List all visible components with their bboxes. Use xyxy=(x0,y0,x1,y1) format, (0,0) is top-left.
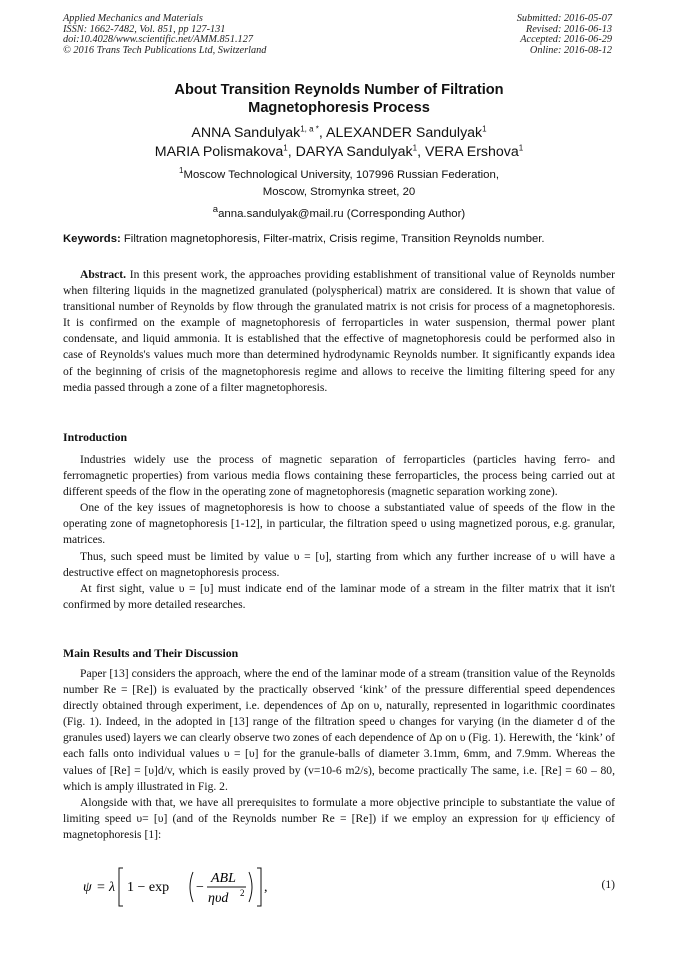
eq-lhs: ψ xyxy=(83,880,92,895)
affiliation-text-1: Moscow Technological University, 107996 Russian Federation, xyxy=(183,169,499,181)
email-text[interactable]: anna.sandulyak@mail.ru (Corresponding Author) xyxy=(218,207,466,220)
email-sup: a xyxy=(212,204,219,215)
right-paren xyxy=(249,872,252,902)
abstract-text: In this present work, the approaches providing establishment of transitional value of Reynolds number when filtering liquids in the magnetized granulated (polyspherical) matrix are considered. It is shown that value of transitional number of Reynolds by flow through the granulated matrix is not crisis for process of a magnetophoresis. It is confirmed on the example of magnetophoresis of ferroparticles in water suspension, thermal power plant condensate, and liquid ammonia. It is established that the effective of magnetophoresis could be performed also in case of Reynolds's values much more than determined hydrodynamic Reynolds number. It significantly expands idea of the beginning of crisis of the magnetophoresis regime and allows to receive the limiting filtering speed for any media passed through a zone of a filter magnetophoresis. xyxy=(63,268,615,394)
author-name: MARIA Polismakova xyxy=(154,143,284,160)
author-sup: 1, a * xyxy=(300,124,319,134)
equation-number: (1) xyxy=(601,878,615,891)
eq-one-minus-exp: 1 − exp xyxy=(127,880,170,895)
journal-copyright: © 2016 Trans Tech Publications Ltd, Switzerland xyxy=(63,44,267,56)
affiliation-line-2: Moscow, Stromynka street, 20 xyxy=(262,185,416,198)
date-submitted: Submitted: 2016-05-07 xyxy=(516,13,612,24)
main-paragraph-2: Alongside with that, we have all prerequisites to formulate a more objective principle to substantiate the value of limiting speed υ= [υ] (and of the Reynolds number Re = [Re]) if we employ an expression for ψ efficiency of magnetophoresis [1]: xyxy=(63,795,615,841)
paper-title xyxy=(0,82,678,117)
eq-numerator: ABL xyxy=(211,871,236,886)
left-paren xyxy=(190,872,193,902)
author-name: VERA Ershova xyxy=(424,143,519,160)
equation-formula xyxy=(81,864,281,910)
author-name: DARYA Sandulyak xyxy=(295,143,413,160)
author-sup: 1 xyxy=(412,142,418,152)
introduction-body xyxy=(63,452,615,613)
eq-power: 2 xyxy=(240,888,245,898)
abstract-label: Abstract. xyxy=(80,268,127,281)
left-bracket xyxy=(119,868,123,906)
eq-lambda: λ xyxy=(109,880,116,895)
author-list xyxy=(0,124,678,161)
date-accepted: Accepted: 2016-06-29 xyxy=(520,34,612,46)
introduction-heading: Introduction xyxy=(63,430,128,444)
keywords-label: Keywords: xyxy=(63,233,121,245)
eq-denominator: ηυd xyxy=(208,891,229,906)
eq-minus-sign: − xyxy=(196,880,204,895)
eq-equals: = xyxy=(97,880,105,895)
affiliation-line-1 xyxy=(0,167,678,184)
intro-paragraph-1: Industries widely use the process of magnetic separation of ferroparticles (particles having ferro- and ferromagnetic properties) from various media flows containing these ferroparticles, the process being carried out at different speeds of the flow in the operating zone of magnetophoresis (magnetic separation working zone). xyxy=(63,453,615,499)
authors-line-2: MARIA Polismakova$^1$, DARYA Sandulyak$^1$, VERA Ershova$^1$ xyxy=(154,142,524,160)
keywords-text: Filtration magnetophoresis, Filter-matrix, Crisis regime, Transition Reynolds number. xyxy=(123,233,545,245)
authors-line-1: ANNA Sandulyak$^{1, a *}$, ALEXANDER Sandulyak$^1$ xyxy=(191,124,487,141)
affiliation-sup: 1 xyxy=(179,166,184,176)
right-bracket xyxy=(257,868,261,906)
author-sup: 1 xyxy=(283,142,288,152)
journal-doi[interactable]: doi:10.4028/www.scientific.net/AMM.851.127 xyxy=(63,34,253,46)
author-name: ALEXANDER Sandulyak xyxy=(326,125,483,141)
main-results-body xyxy=(63,666,615,843)
author-sup: 1 xyxy=(482,124,487,134)
abstract xyxy=(63,267,615,396)
dates-info xyxy=(517,14,612,56)
main-paragraph-1: Paper [13] considers the approach, where the end of the laminar mode of a stream (transition value of the Reynolds number Re = [Re]) is evaluated by the practically observed ‘kink’ of the pressure differential speed dependences directly obtained through experiment, i.e. dependences of Δp on υ, naturally, represented in logarithmic coordinates (Fig. 1). Indeed, in the adopted in [13] range of the filtration speed υ changes for varying (in the diameter d of the granules used) layers we can clearly observe two zones of each dependence of Δp on υ (Fig. 1). Herewith, the ‘kink’ of each falls onto individual values υ = [υ] for the granule-balls of diameter 3.1mm, 6mm, and 7.9mm. Whereas the values of [Re] = [υ]d/v, which is easily proved by (v=10-6 m2/s), become practically The same, i.e. [Re] = 60 – 80, which is amply illustrated in Fig. 2. xyxy=(63,667,615,793)
eq-comma: , xyxy=(264,880,268,895)
keywords xyxy=(63,232,615,246)
date-revised: Revised: 2016-06-13 xyxy=(525,23,612,35)
intro-paragraph-4: At first sight, value υ = [υ] must indicate end of the laminar mode of a stream in the filter matrix that it isn't confirmed by more detailed researches. xyxy=(63,581,615,611)
date-online: Online: 2016-08-12 xyxy=(529,44,612,56)
main-results-heading: Main Results and Their Discussion xyxy=(63,646,239,660)
title-line-1: About Transition Reynolds Number of Filtration xyxy=(174,82,504,98)
journal-name: Applied Mechanics and Materials xyxy=(63,13,203,24)
author-name: ANNA Sandulyak xyxy=(191,125,301,141)
author-sup: 1 xyxy=(518,142,524,152)
equation-1 xyxy=(63,864,615,910)
title-line-2: Magnetophoresis Process xyxy=(248,99,430,116)
journal-info xyxy=(63,14,266,56)
journal-issn: ISSN: 1662-7482, Vol. 851, pp 127-131 xyxy=(63,23,226,35)
intro-paragraph-3: Thus, such speed must be limited by value υ = [υ], starting from which any further increase of υ will have a destructive effect on magnetophoresis process. xyxy=(63,549,615,579)
affiliation xyxy=(0,167,678,201)
corresponding-email xyxy=(0,203,678,221)
intro-paragraph-2: One of the key issues of magnetophoresis is how to choose a substantiated value of speeds of the flow in the operating zone of magnetophoresis [1-12], in particular, the filtration speed υ using magnetized porous, e.g. granular, matrices. xyxy=(63,501,615,547)
